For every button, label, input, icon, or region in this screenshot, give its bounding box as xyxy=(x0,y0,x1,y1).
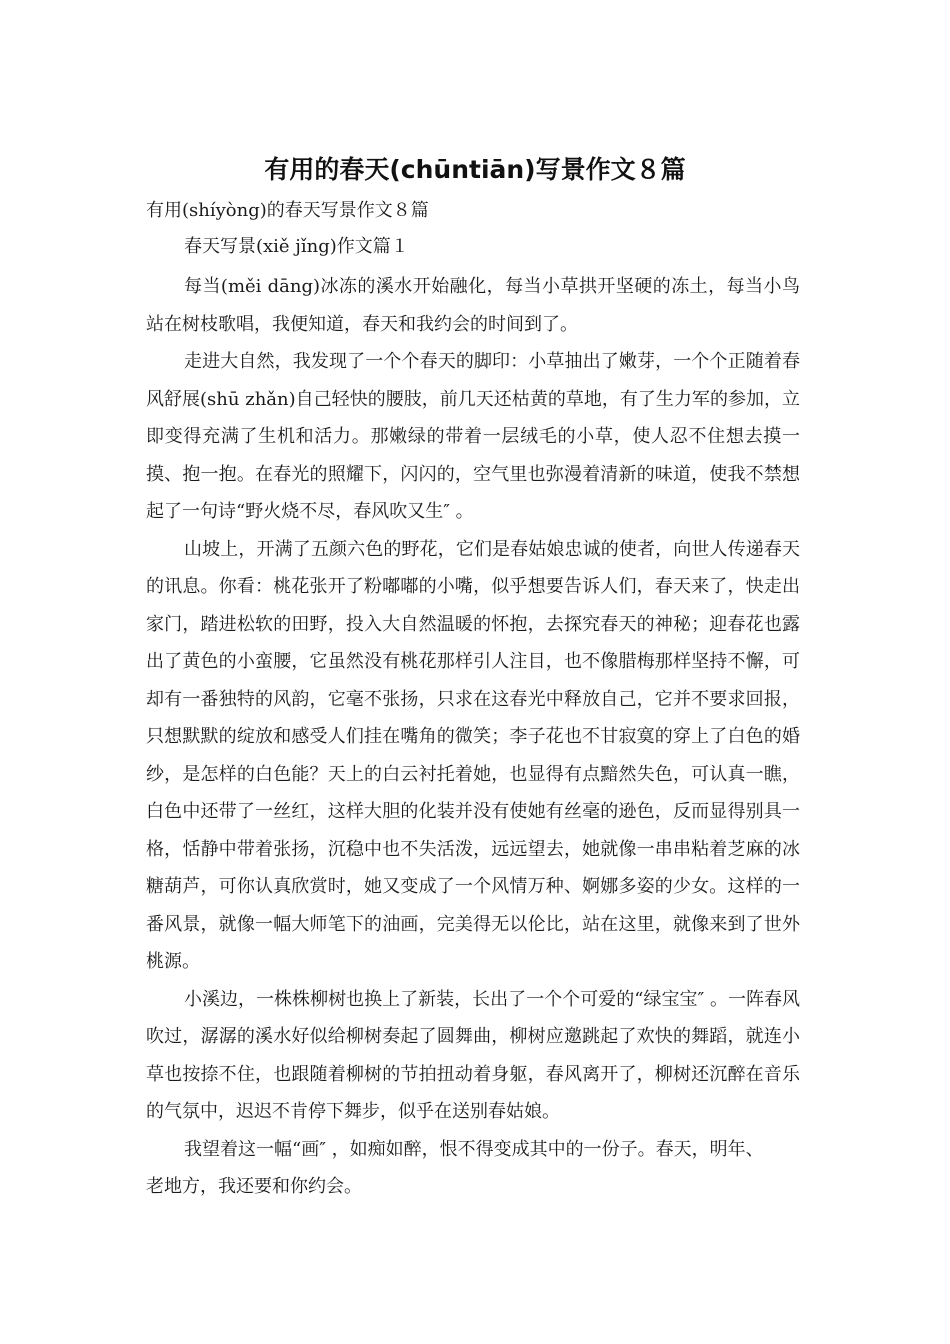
document-body xyxy=(146,196,800,1206)
paragraph-2: 走进大自然，我发现了一个个春天的脚印：小草抽出了嫩芽，一个个正随着春风舒展(shū zhǎn)自己轻快的腰肢，前几天还枯黄的草地，有了生力军的参加，立即变得充满了生机和活力。那嫩绿的带着一层绒毛的小草，使人忍不住想去摸一摸、抱一抱。在春光的照耀下，闪闪的，空气里也弥漫着清新的味道，使我不禁想起了一句诗“野火烧不尽，春风吹又生″ 。 xyxy=(146,351,800,522)
paragraph-1: 每当(měi dāng)冰冻的溪水开始融化，每当小草拱开坚硬的冻土，每当小鸟站在树枝歌唱，我便知道，春天和我约会的时间到了。 xyxy=(146,276,800,335)
document-title: 有用的春天(chūntiān)写景作文８篇 xyxy=(264,155,686,184)
paragraph-5: 我望着这一幅“画″ ，如痴如醉，恨不得变成其中的一份子。春天，明年、老地方，我还要和你约会。 xyxy=(146,1138,764,1197)
paragraph-3: 山坡上，开满了五颜六色的野花，它们是春姑娘忠诚的使者，向世人传递春天的讯息。你看：桃花张开了粉嘟嘟的小嘴，似乎想要告诉人们，春天来了，快走出家门，踏进松软的田野，投入大自然温暖的怀抱，去探究春天的神秘；迎春花也露出了黄色的小蛮腰，它虽然没有桃花那样引人注目，也不像腊梅那样坚持不懈，可却有一番独特的风韵，它毫不张扬，只求在这春光中释放自己，它并不要求回报，只想默默的绽放和感受人们挂在嘴角的微笑；李子花也不甘寂寞的穿上了白色的婚纱，是怎样的白色能？天上的白云衬托着她，也显得有点黯然失色，可认真一瞧，白色中还带了一丝红，这样大胆的化装并没有使她有丝毫的逊色，反而显得别具一格，恬静中带着张扬，沉稳中也不失活泼，远远望去，她就像一串串粘着芝麻的冰糖葫芦，可你认真欣赏时，她又变成了一个风情万种、婀娜多姿的少女。这样的一番风景，就像一幅大师笔下的油画，完美得无以伦比，站在这里，就像来到了世外桃源。 xyxy=(146,538,800,972)
document-subtitle: 有用(shíyòng)的春天写景作文８篇 xyxy=(146,200,429,221)
section-heading: 春天写景(xiě jǐng)作文篇１ xyxy=(184,236,409,257)
paragraph-4: 小溪边，一株株柳树也换上了新装，长出了一个个可爱的“绿宝宝″ 。一阵春风吹过，潺潺的溪水好似给柳树奏起了圆舞曲，柳树应邀跳起了欢快的舞蹈，就连小草也按捺不住，也跟随着柳树的节拍扭动着身躯，春风离开了，柳树还沉醉在音乐的气氛中，迟迟不肯停下舞步，似乎在送别春姑娘。 xyxy=(146,988,800,1122)
